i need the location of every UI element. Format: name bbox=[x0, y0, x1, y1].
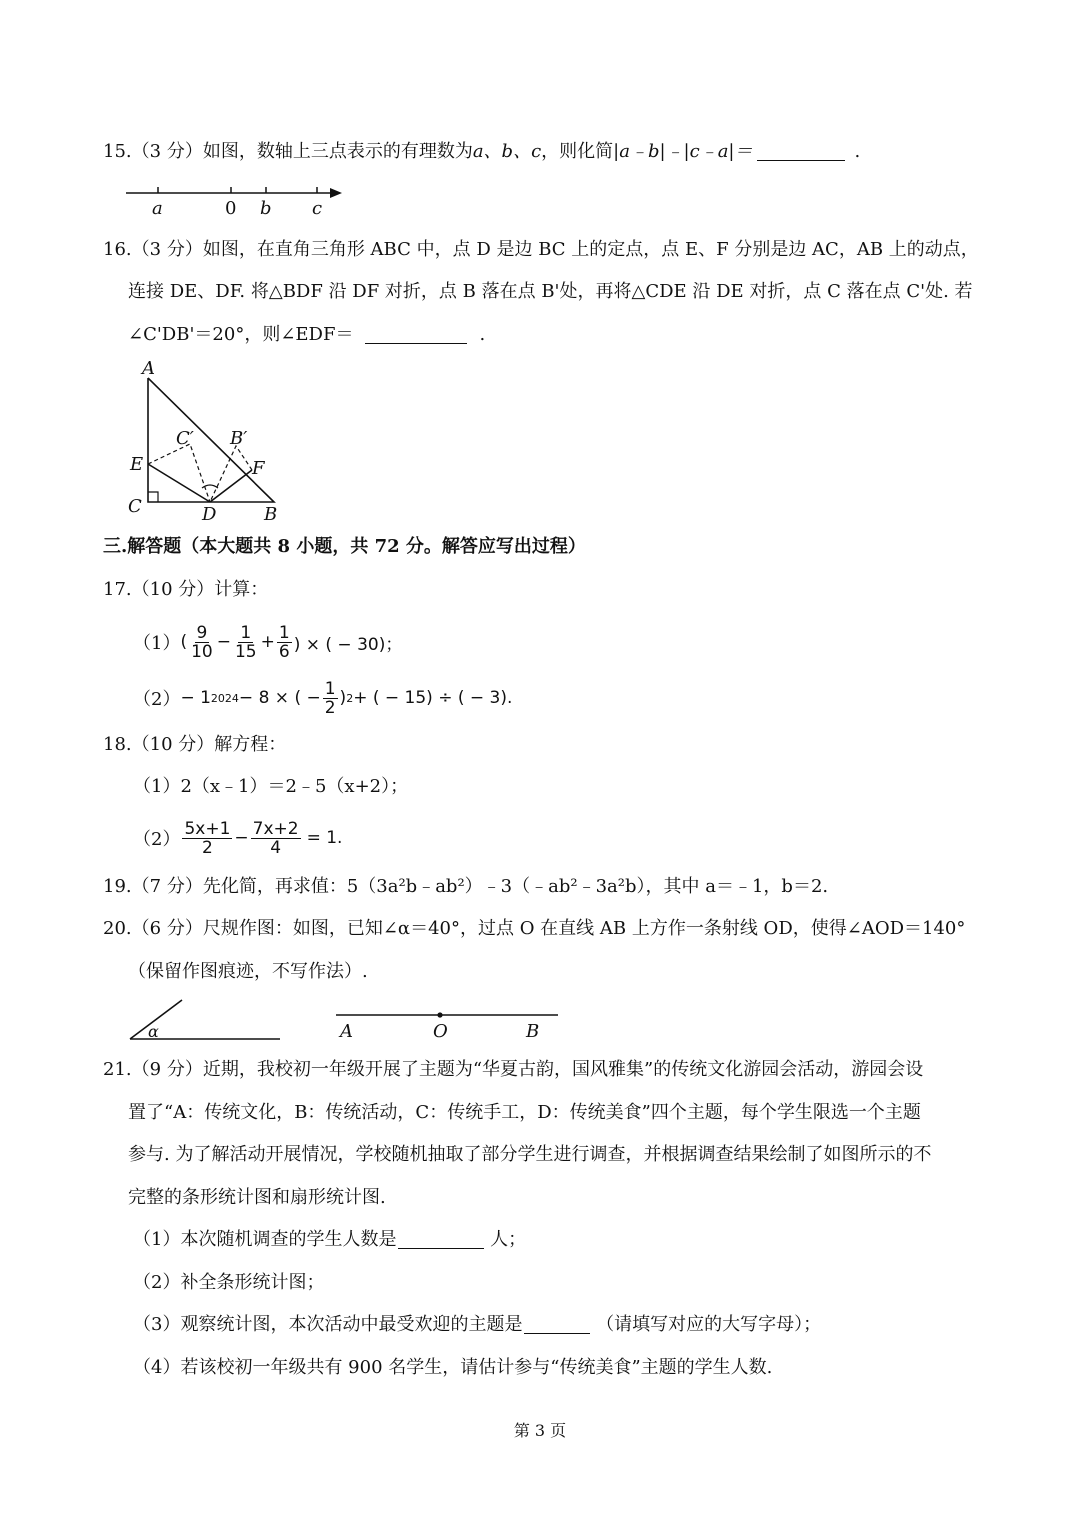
q17-part1: （1） ( $\frac{9}{10}$ − $\frac{1}{15}$ + $\frac{1}{6}$ ) × ( − 30)； bbox=[133, 622, 403, 662]
q20-line-AB bbox=[330, 995, 570, 1045]
section3-title: 三.解答题（本大题共 8 小题，共 72 分。解答应写出过程） bbox=[103, 536, 586, 557]
fig-label-O20: O bbox=[433, 1021, 448, 1042]
q21-line4: 完整的条形统计图和扇形统计图. bbox=[128, 1187, 386, 1208]
fig-label-B-prime: B′ bbox=[230, 428, 248, 449]
q18-title: 18.（10 分）解方程： bbox=[103, 734, 287, 755]
axis-label-b: b bbox=[260, 198, 272, 219]
q15-text: 15.（3 分）如图，数轴上三点表示的有理数为a、b、c，则化简|a﹣b|﹣|c﹣a|＝ . bbox=[103, 141, 861, 162]
fig-label-F: F bbox=[252, 458, 265, 479]
q17-part2: （2） − 1 2024 − 8 × ( − $\frac{1}{2}$ ) 2 + ( − 15) ÷ ( − 3). bbox=[133, 678, 513, 718]
fig-label-alpha: α bbox=[148, 1022, 159, 1041]
q21-sub4: （4）若该校初一年级共有 900 名学生，请估计参与“传统美食”主题的学生人数. bbox=[133, 1357, 773, 1378]
q17-title: 17.（10 分）计算： bbox=[103, 579, 269, 600]
axis-label-a: a bbox=[152, 198, 163, 219]
q16-answer-blank[interactable] bbox=[365, 325, 467, 344]
axis-label-zero: 0 bbox=[225, 198, 237, 219]
fig-label-C: C bbox=[128, 496, 142, 517]
q21-line2: 置了“A：传统文化，B：传统活动，C：传统手工，D：传统美食”四个主题，每个学生限选一个主题 bbox=[128, 1102, 921, 1123]
fig-label-A: A bbox=[142, 358, 155, 379]
fig-label-B20: B bbox=[526, 1021, 540, 1042]
q16-triangle-figure bbox=[124, 356, 304, 526]
q21-sub3: （3）观察统计图，本次活动中最受欢迎的主题是 （请填写对应的大写字母）； bbox=[133, 1314, 822, 1335]
q18-part2: （2） $\frac{5x+1}{2}$ − $\frac{7x+2}{4}$ = 1. bbox=[133, 818, 343, 858]
fig-label-B: B bbox=[264, 504, 278, 525]
q21-sub1-blank[interactable] bbox=[398, 1230, 484, 1249]
q21-sub3-blank[interactable] bbox=[524, 1315, 590, 1334]
q20-angle-figure bbox=[124, 995, 294, 1045]
fig-label-A20: A bbox=[340, 1021, 353, 1042]
q16-line1: 16.（3 分）如图，在直角三角形 ABC 中，点 D 是边 BC 上的定点，点 E、F 分别是边 AC，AB 上的动点， bbox=[103, 239, 979, 260]
page-number: 第 3 页 bbox=[513, 1421, 567, 1440]
q16-line2: 连接 DE、DF. 将△BDF 沿 DF 对折，点 B 落在点 B'处，再将△CDE 沿 DE 对折，点 C 落在点 C'处. 若 bbox=[128, 281, 973, 302]
q18-part1: （1）2（x﹣1）＝2﹣5（x+2）； bbox=[133, 776, 409, 797]
q21-line1: 21.（9 分）近期，我校初一年级开展了主题为“华夏古韵，国风雅集”的传统文化游园会活动，游园会设 bbox=[103, 1059, 924, 1080]
fig-label-D: D bbox=[202, 504, 217, 525]
q19-text: 19.（7 分）先化简，再求值：5（3a²b﹣ab²）﹣3（﹣ab²﹣3a²b），其中 a＝﹣1，b＝2. bbox=[103, 876, 829, 897]
q16-line3: ∠C'DB'＝20°，则∠EDF＝ . bbox=[128, 324, 486, 345]
q15-number-line bbox=[126, 180, 366, 220]
q21-line3: 参与. 为了解活动开展情况，学校随机抽取了部分学生进行调查，并根据调查结果绘制了如图所示的不 bbox=[128, 1144, 932, 1165]
q15-answer-blank[interactable] bbox=[757, 142, 845, 161]
q21-sub2: （2）补全条形统计图； bbox=[133, 1272, 325, 1293]
q20-line1: 20.（6 分）尺规作图：如图，已知∠α＝40°，过点 O 在直线 AB 上方作一条射线 OD，使得∠AOD＝140° bbox=[103, 918, 966, 939]
axis-label-c: c bbox=[312, 198, 323, 219]
q20-line2: （保留作图痕迹，不写作法）. bbox=[128, 961, 368, 982]
q21-sub1: （1）本次随机调查的学生人数是 人； bbox=[133, 1229, 527, 1250]
fig-label-E: E bbox=[130, 454, 144, 475]
fig-label-C-prime: C′ bbox=[176, 428, 194, 449]
